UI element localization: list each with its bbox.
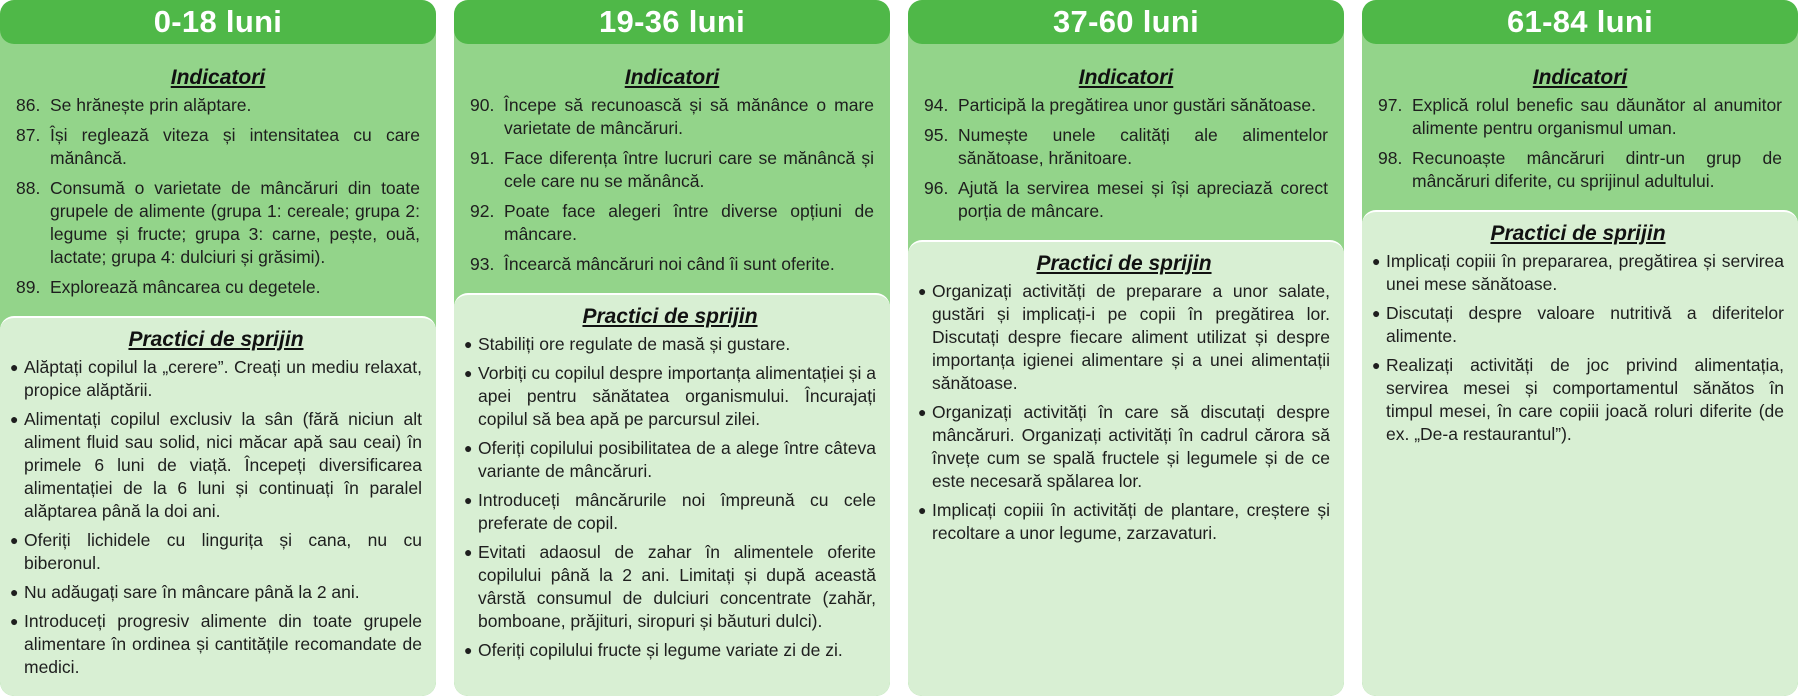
practice-item — [464, 362, 876, 431]
bullet-icon: ● — [918, 502, 927, 518]
practices-list — [918, 280, 1330, 545]
age-header: 19-36 luni — [454, 0, 890, 44]
indicators-section — [454, 44, 890, 293]
bullet-icon: ● — [464, 440, 473, 456]
indicator-text: Se hrănește prin alăptare. — [50, 95, 252, 115]
column-61-84 — [1362, 0, 1798, 696]
indicator-item — [470, 200, 874, 246]
indicators-list — [1378, 94, 1782, 193]
indicator-text: Poate face alegeri între diverse opțiuni de mâncare. — [504, 201, 874, 244]
practices-section — [454, 293, 890, 696]
bullet-icon: ● — [1372, 305, 1381, 321]
indicator-item — [16, 177, 420, 269]
practice-item — [10, 581, 422, 604]
bullet-icon: ● — [10, 613, 19, 629]
practice-text: Stabiliți ore regulate de masă și gustare. — [478, 334, 791, 354]
practice-item — [10, 356, 422, 402]
practice-text: Organizați activități de preparare a unor salate, gustări și implicați-i pe copii în pregătirea lor. Discutați despre fiecare aliment utilizat și despre importanța igienei alimentare și a unei alimentații sănătoase. — [932, 281, 1330, 393]
indicator-text: Ajută la servirea mesei și își apreciază corect porția de mâncare. — [958, 178, 1328, 221]
practice-item — [464, 489, 876, 535]
bullet-icon: ● — [464, 642, 473, 658]
indicators-title: Indicatori — [1078, 66, 1174, 89]
indicator-item — [470, 94, 874, 140]
practice-text: Implicați copiii în prepararea, pregătirea și servirea unei mese sănătoase. — [1386, 251, 1784, 294]
indicator-number: 90. — [470, 95, 495, 115]
practice-item — [464, 639, 876, 662]
bullet-icon: ● — [918, 283, 927, 299]
indicator-number: 95. — [924, 125, 949, 145]
practice-text: Organizați activități în care să discutați despre mâncăruri. Organizați activități în cadrul cărora să învețe cum se spală fructele și legumele și de ce este necesară spălarea lor. — [932, 402, 1330, 491]
indicators-list — [16, 94, 420, 299]
bullet-icon: ● — [464, 336, 473, 352]
indicators-list — [470, 94, 874, 276]
indicators-title: Indicatori — [624, 66, 720, 89]
indicator-item — [924, 177, 1328, 223]
bullet-icon: ● — [1372, 357, 1381, 373]
indicator-text: Numește unele calități ale alimentelor sănătoase, hrănitoare. — [958, 125, 1328, 168]
practice-item — [1372, 354, 1784, 446]
practices-title: Practici de sprijin — [128, 328, 304, 351]
indicator-item — [470, 147, 874, 193]
practice-text: Introduceți mâncărurile noi împreună cu cele preferate de copil. — [478, 490, 876, 533]
practices-title: Practici de sprijin — [1036, 252, 1212, 275]
indicator-number: 94. — [924, 95, 949, 115]
indicators-list — [924, 94, 1328, 223]
practice-item — [1372, 250, 1784, 296]
bullet-icon: ● — [10, 532, 19, 548]
practice-text: Alăptați copilul la „cerere”. Creați un mediu relaxat, propice alăptării. — [24, 357, 422, 400]
indicator-text: Explică rolul benefic sau dăunător al anumitor alimente pentru organismul uman. — [1412, 95, 1782, 138]
indicator-text: Participă la pregătirea unor gustări sănătoase. — [958, 95, 1316, 115]
indicator-item — [16, 94, 420, 117]
practice-text: Alimentați copilul exclusiv la sân (fără niciun alt aliment fluid sau solid, nici măcar apă sau ceai) în primele 6 luni de viață. Începeți diversificarea alimentației de la 6 luni și continuați în paralel alăptarea până la doi ani. — [24, 409, 422, 521]
practice-text: Oferiți copilului fructe și legume variate zi de zi. — [478, 640, 843, 660]
indicator-text: Începe să recunoască și să mănânce o mare varietate de mâncăruri. — [504, 95, 874, 138]
indicators-section — [1362, 44, 1798, 210]
column-0-18 — [0, 0, 436, 696]
practices-list — [10, 356, 422, 679]
practices-list — [1372, 250, 1784, 446]
practice-text: Nu adăugați sare în mâncare până la 2 ani. — [24, 582, 360, 602]
indicators-section — [0, 44, 436, 316]
indicators-title: Indicatori — [170, 66, 266, 89]
practice-item — [10, 610, 422, 679]
practices-section — [1362, 210, 1798, 696]
indicator-item — [470, 253, 874, 276]
column-37-60 — [908, 0, 1344, 696]
practice-text: Realizați activități de joc privind alimentația, servirea mesei și comportamentul sănătos în timpul mesei, în care copiii joacă roluri diferite (de ex. „De-a restaurantul”). — [1386, 355, 1784, 444]
bullet-icon: ● — [1372, 253, 1381, 269]
practices-title: Practici de sprijin — [1490, 222, 1666, 245]
indicator-item — [1378, 94, 1782, 140]
practice-item — [918, 499, 1330, 545]
indicator-number: 93. — [470, 254, 495, 274]
indicator-number: 89. — [16, 277, 41, 297]
practice-text: Implicați copiii în activități de plantare, creștere și recoltare a unor legume, zarzavaturi. — [932, 500, 1330, 543]
indicator-number: 98. — [1378, 148, 1403, 168]
bullet-icon: ● — [464, 365, 473, 381]
indicator-text: Încearcă mâncăruri noi când îi sunt oferite. — [504, 254, 835, 274]
practice-text: Vorbiți cu copilul despre importanța alimentației și a apei pentru sănătatea organismului. Încurajați copilul să bea apă pe parcursul zilei. — [478, 363, 876, 429]
practice-item — [918, 401, 1330, 493]
indicator-text: Își reglează viteza și intensitatea cu care mănâncă. — [50, 125, 420, 168]
indicator-number: 88. — [16, 178, 41, 198]
practices-title: Practici de sprijin — [582, 305, 758, 328]
indicators-title: Indicatori — [1532, 66, 1628, 89]
indicator-number: 96. — [924, 178, 949, 198]
indicator-text: Recunoaște mâncăruri dintr-un grup de mâncăruri diferite, cu sprijinul adultului. — [1412, 148, 1782, 191]
bullet-icon: ● — [10, 584, 19, 600]
indicator-item — [16, 124, 420, 170]
practices-section — [908, 240, 1344, 696]
bullet-icon: ● — [10, 359, 19, 375]
indicator-item — [1378, 147, 1782, 193]
indicator-number: 97. — [1378, 95, 1403, 115]
bullet-icon: ● — [10, 411, 19, 427]
indicator-text: Explorează mâncarea cu degetele. — [50, 277, 321, 297]
practice-item — [10, 529, 422, 575]
practice-text: Discutați despre valoare nutritivă a diferitelor alimente. — [1386, 303, 1784, 346]
practice-item — [464, 437, 876, 483]
practice-item — [464, 333, 876, 356]
practices-section — [0, 316, 436, 696]
practice-text: Introduceți progresiv alimente din toate grupele alimentare în ordinea și cantitățile recomandate de medici. — [24, 611, 422, 677]
bullet-icon: ● — [918, 404, 927, 420]
column-19-36 — [454, 0, 890, 696]
indicators-section — [908, 44, 1344, 240]
indicator-item — [924, 94, 1328, 117]
bullet-icon: ● — [464, 544, 473, 560]
practice-item — [10, 408, 422, 523]
indicator-number: 91. — [470, 148, 495, 168]
indicator-number: 92. — [470, 201, 495, 221]
age-header: 37-60 luni — [908, 0, 1344, 44]
indicator-text: Face diferența între lucruri care se mănâncă și cele care nu se mănâncă. — [504, 148, 874, 191]
indicator-number: 87. — [16, 125, 41, 145]
practice-item — [464, 541, 876, 633]
practice-text: Evitati adaosul de zahar în alimentele oferite copilului până la 2 ani. Limitați și după această vârstă consumul de dulciuri concentrate (zahăr, bomboane, prăjituri, siropuri și băuturi dulci). — [478, 542, 876, 631]
indicator-number: 86. — [16, 95, 41, 115]
indicator-item — [924, 124, 1328, 170]
practice-text: Oferiți lichidele cu lingurița și cana, nu cu biberonul. — [24, 530, 422, 573]
practice-item — [918, 280, 1330, 395]
indicator-item — [16, 276, 420, 299]
indicator-text: Consumă o varietate de mâncăruri din toate grupele de alimente (grupa 1: cereale; grupa 2: legume și fructe; grupa 3: carne, pește, ouă, lactate; grupa 4: dulciuri și grăsimi). — [50, 178, 420, 267]
bullet-icon: ● — [464, 492, 473, 508]
practice-text: Oferiți copilului posibilitatea de a alege între câteva variante de mâncăruri. — [478, 438, 876, 481]
age-header: 0-18 luni — [0, 0, 436, 44]
practices-list — [464, 333, 876, 662]
age-header: 61-84 luni — [1362, 0, 1798, 44]
practice-item — [1372, 302, 1784, 348]
